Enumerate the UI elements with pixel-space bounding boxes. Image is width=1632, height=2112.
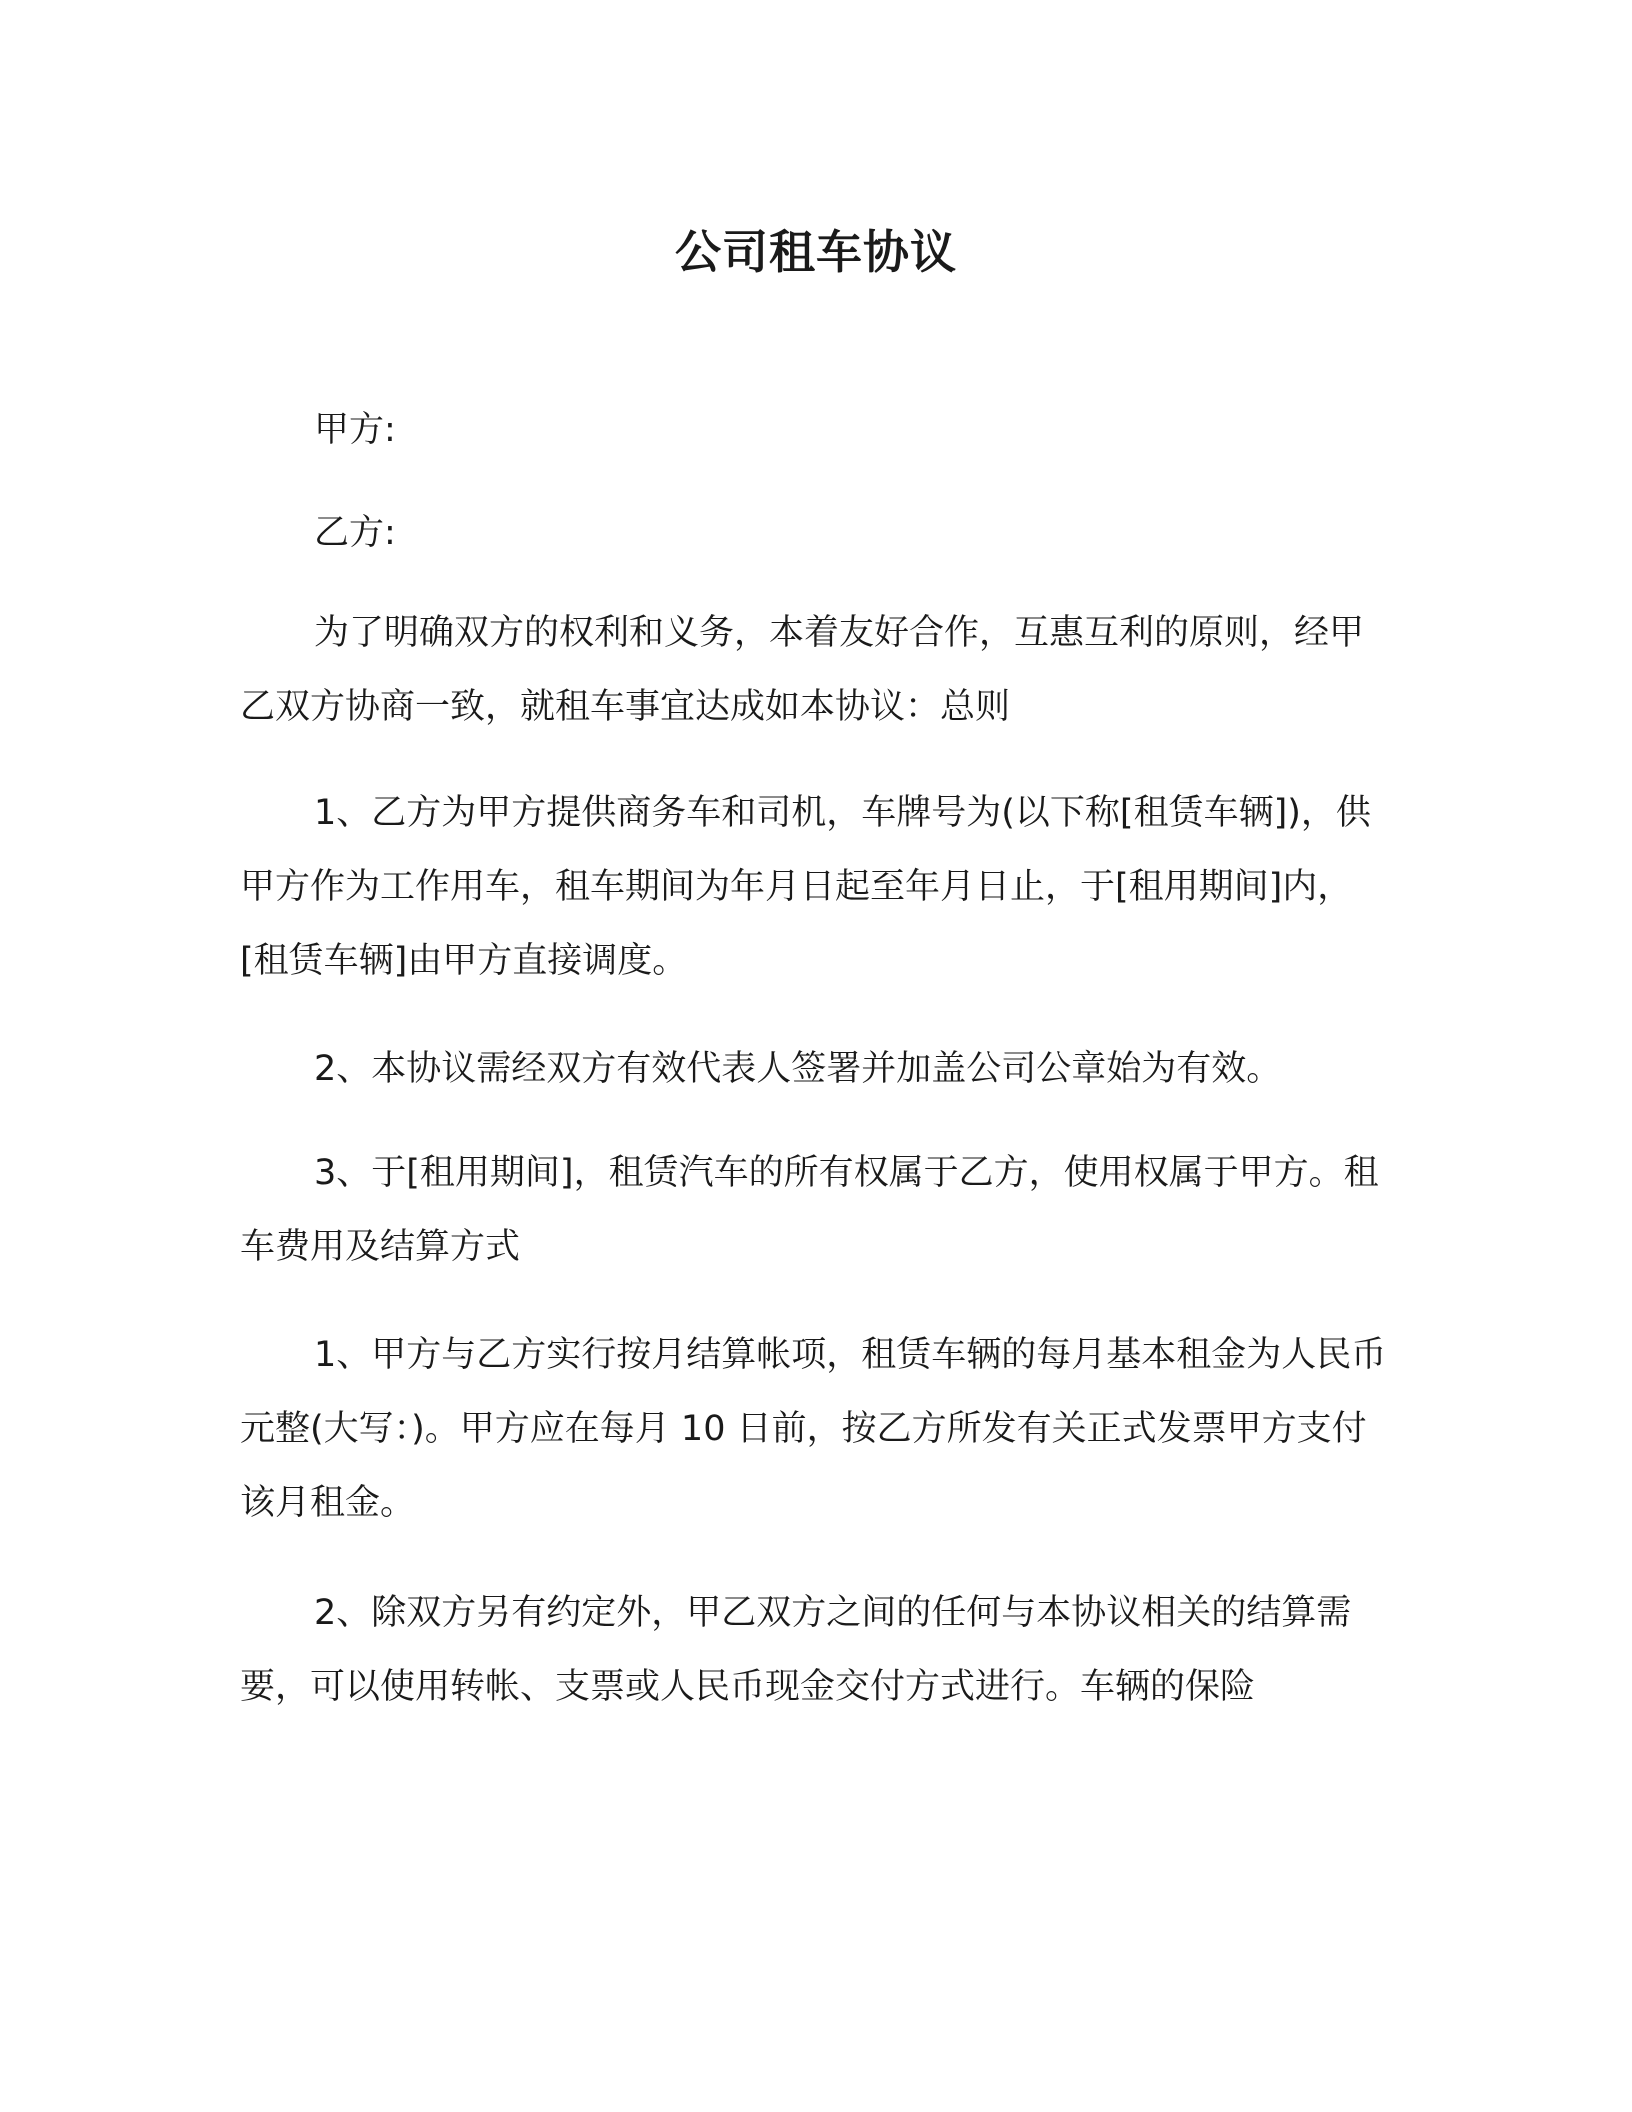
- document-title: 公司租车协议: [675, 225, 957, 279]
- fee-clause-2: 2、除双方另有约定外，甲乙双方之间的任何与本协议相关的结算需要，可以使用转帐、支票或人民币现金交付方式进行。车辆的保险: [240, 1593, 1352, 1707]
- general-clause-1: 1、乙方为甲方提供商务车和司机，车牌号为(以下称[租赁车辆])，供甲方作为工作用车，租车期间为年月日起至年月日止，于[租用期间]内，[租赁车辆]由甲方直接调度。: [240, 793, 1371, 981]
- party-a-line: 甲方:: [314, 410, 396, 450]
- general-clause-3: 3、于[租用期间]，租赁汽车的所有权属于乙方，使用权属于甲方。租车费用及结算方式: [240, 1153, 1379, 1267]
- party-b-line: 乙方:: [314, 513, 396, 553]
- intro-paragraph: 为了明确双方的权利和义务，本着友好合作，互惠互利的原则，经甲乙双方协商一致，就租车事宜达成如本协议：总则: [240, 613, 1365, 727]
- fee-clause-1: 1、甲方与乙方实行按月结算帐项，租赁车辆的每月基本租金为人民币元整(大写：)。甲方应在每月 10 日前，按乙方所发有关正式发票甲方支付该月租金。: [240, 1335, 1387, 1523]
- general-clause-2: 2、本协议需经双方有效代表人签署并加盖公司公章始为有效。: [314, 1049, 1282, 1089]
